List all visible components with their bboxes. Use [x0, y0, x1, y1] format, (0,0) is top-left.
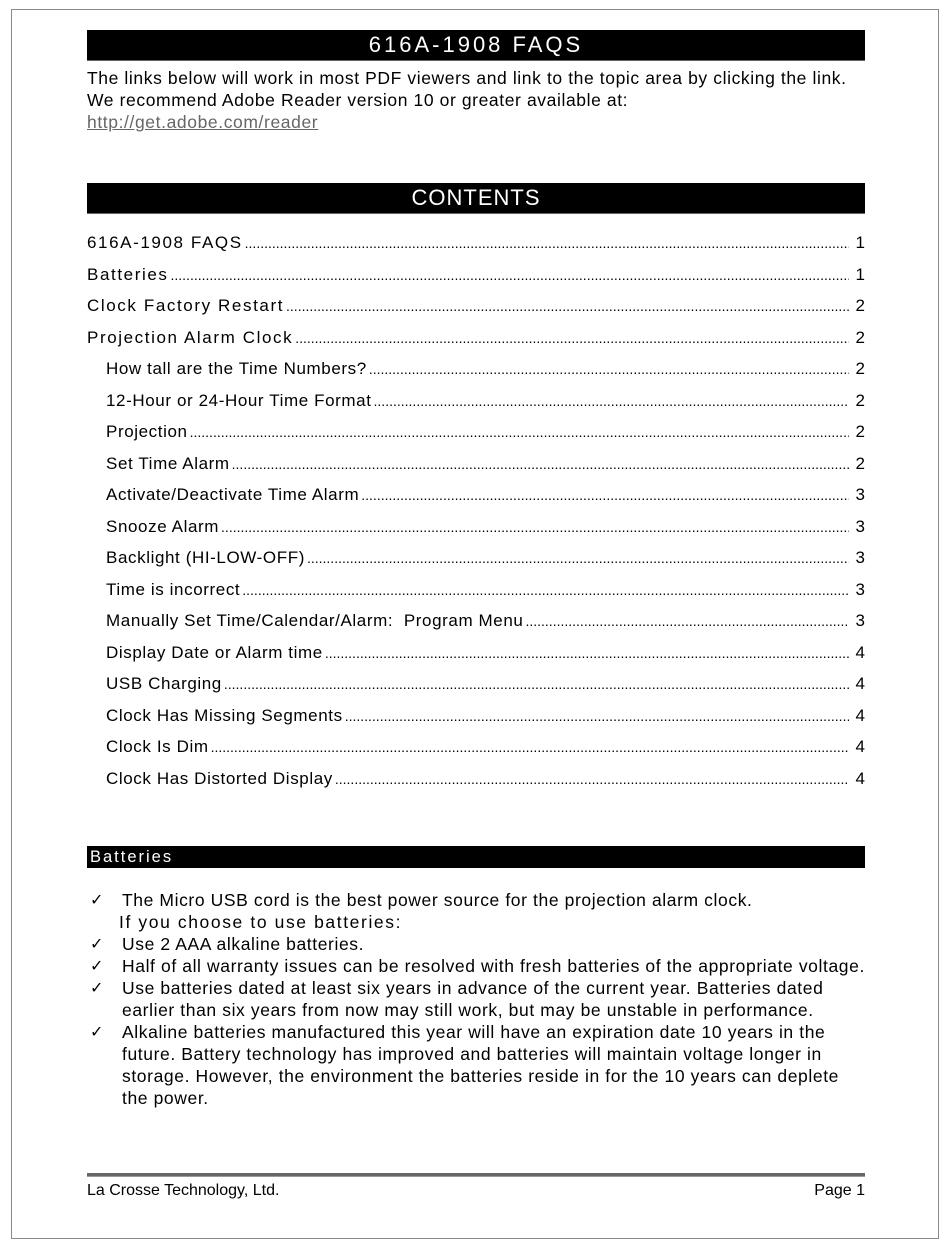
toc-item-projection-alarm-clock[interactable]: Projection Alarm Clock ..... 2 [87, 328, 865, 360]
toc-item-missing-segments[interactable]: Clock Has Missing Segments ..... 4 [87, 706, 865, 738]
checkmark-icon: ✓ [90, 956, 105, 975]
toc-item-factory-restart[interactable]: Clock Factory Restart ..... 2 [87, 296, 865, 328]
list-item: ✓ Half of all warranty issues can be resolved with fresh batteries of the appropriate voltage. [87, 955, 865, 977]
toc-item-time-format[interactable]: 12-Hour or 24-Hour Time Format ..... 2 [87, 391, 865, 423]
batteries-note: If you choose to use batteries: [119, 912, 403, 932]
page-title: 616A-1908 FAQS [87, 30, 865, 60]
toc-item-activate-alarm[interactable]: Activate/Deactivate Time Alarm ..... 3 [87, 485, 865, 517]
footer-divider [87, 1173, 865, 1177]
list-item: ✓ Use 2 AAA alkaline batteries. [87, 933, 865, 955]
toc-item-distorted-display[interactable]: Clock Has Distorted Display ..... 4 [87, 769, 865, 801]
footer-company: La Crosse Technology, Ltd. [87, 1182, 280, 1199]
checkmark-icon: ✓ [90, 934, 105, 953]
toc-item-clock-dim[interactable]: Clock Is Dim ..... 4 [87, 737, 865, 769]
toc-item-program-menu[interactable]: Manually Set Time/Calendar/Alarm: Program Menu ..... 3 [87, 611, 865, 643]
checkmark-icon: ✓ [90, 890, 105, 909]
toc-item-backlight[interactable]: Backlight (HI-LOW-OFF) ..... 3 [87, 548, 865, 580]
list-item: ✓ Alkaline batteries manufactured this year will have an expiration date 10 years in the future. Battery technology has improved and batteries will maintain voltage longer in storage. However, the environment the batteries reside in for the 10 years can deplete the power. [87, 1021, 865, 1109]
page-content [87, 30, 865, 1108]
toc-item-batteries[interactable]: Batteries ..... 1 [87, 265, 865, 297]
toc-item-snooze-alarm[interactable]: Snooze Alarm ..... 3 [87, 517, 865, 549]
toc-item-set-time-alarm[interactable]: Set Time Alarm ..... 2 [87, 454, 865, 486]
table-of-contents [87, 233, 865, 800]
contents-heading: CONTENTS [87, 183, 865, 213]
contents-underline [87, 213, 865, 216]
footer-page-number: Page 1 [814, 1182, 865, 1199]
batteries-section-heading: Batteries [87, 846, 865, 868]
intro-text: The links below will work in most PDF viewers and link to the topic area by clicking the link. We recommend Adobe Reader version 10 or greater available at: [87, 68, 847, 110]
list-item: ✓ Use batteries dated at least six years in advance of the current year. Batteries dated earlier than six years from now may still work, but may be unstable in performance. [87, 977, 865, 1021]
title-underline [87, 60, 865, 63]
intro-paragraph [87, 67, 865, 133]
toc-item-time-numbers[interactable]: How tall are the Time Numbers? ..... 2 [87, 359, 865, 391]
checkmark-icon: ✓ [90, 1022, 105, 1041]
toc-item-projection[interactable]: Projection ..... 2 [87, 422, 865, 454]
toc-item-faqs[interactable]: 616A-1908 FAQS ..... 1 [87, 233, 865, 265]
adobe-reader-link[interactable]: http://get.adobe.com/reader [87, 112, 319, 132]
list-item: ✓ The Micro USB cord is the best power source for the projection alarm clock. [87, 889, 865, 911]
page-footer [87, 1182, 865, 1200]
batteries-list [87, 889, 865, 1109]
toc-item-time-incorrect[interactable]: Time is incorrect ..... 3 [87, 580, 865, 612]
checkmark-icon: ✓ [90, 978, 105, 997]
toc-item-display-date[interactable]: Display Date or Alarm time ..... 4 [87, 643, 865, 675]
toc-item-usb-charging[interactable]: USB Charging ..... 4 [87, 674, 865, 706]
